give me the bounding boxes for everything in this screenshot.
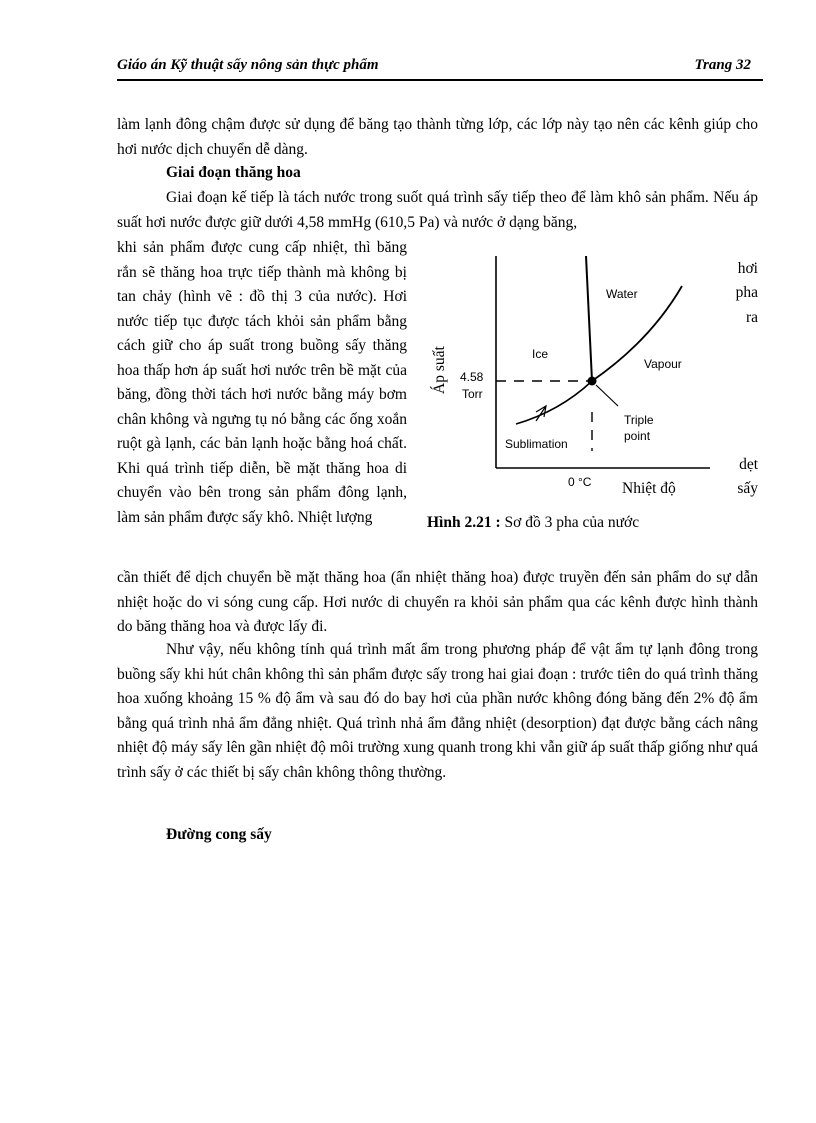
right-word-5: sấy xyxy=(737,480,758,497)
right-word-1: hơi xyxy=(737,260,758,277)
label-point: point xyxy=(624,429,651,443)
pressure-unit: Torr xyxy=(462,387,483,401)
section-heading-sublimation: Giai đoạn thăng hoa xyxy=(166,164,301,181)
page-number: Trang 32 xyxy=(694,57,751,73)
drying-stages-paragraph: Như vậy, nếu không tính quá trình mất ẩm trong phương pháp để vật ẩm tự lạnh đông trong buồng sấy khi hút chân không thì sản phẩm được sấy trong hai giai đoạn : trước tiên do quá trình thăng hoa xuống khoảng 15 % độ ẩm và sau đó do bay hơi của phần nước không đóng băng đến 2% độ ẩm bằng quá trình nhả ẩm đẳng nhiệt. Quá trình nhả ẩm đẳng nhiệt (desorption) đạt được bằng cách nâng nhiệt độ máy sấy lên gần nhiệt độ môi trường xung quanh trong khi vẫn giữ áp suất thấp giống như quá trình sấy ở các thiết bị sấy chân không thông thường. xyxy=(117,641,758,781)
phase-diagram xyxy=(420,246,720,496)
triple-point-pointer xyxy=(596,385,618,406)
pressure-value: 4.58 xyxy=(460,370,484,384)
sublimation-left-column: khi sản phẩm được cung cấp nhiệt, thì băng rắn sẽ thăng hoa trực tiếp thành mà không bị tan chảy (hình vẽ : đồ thị 3 của nước). Hơi nước tiếp tục được tách khỏi sản phẩm bằng cách giữ cho áp suất trong buồng sấy thăng hoa thấp hơn áp suất hơi nước trên bề mặt của băng, đồng thời tách hơi nước bằng máy bơm chân không và ngưng tụ nó bằng các ống xoắn ruột gà lạnh, các bản lạnh hoặc bằng hoá chất. Khi quá trình tiếp diễn, bề mặt thăng hoa di chuyển vào bên trong sản phẩm đông lạnh, làm sản phẩm được sấy khô. Nhiệt lượng xyxy=(117,239,407,526)
phase-diagram-figure xyxy=(420,246,720,496)
figure-caption-number: Hình 2.21 : xyxy=(427,514,501,531)
sublimation-paragraph-top: Giai đoạn kế tiếp là tách nước trong suốt quá trình sấy tiếp theo để làm khô sản phẩm. Nếu áp suất hơi nước được giữ dưới 4,58 mmHg (610,5 Pa) và nước ở dạng băng, xyxy=(117,189,758,231)
temperature-value: 0 °C xyxy=(568,475,592,489)
figure-caption xyxy=(427,514,639,532)
page-header xyxy=(117,55,763,81)
y-axis-label: Áp suất xyxy=(431,346,448,394)
label-triple: Triple xyxy=(624,413,654,427)
label-ice: Ice xyxy=(532,347,549,361)
document-title: Giáo án Kỹ thuật sấy nông sản thực phẩm xyxy=(117,57,379,73)
sublimation-curve xyxy=(516,381,592,424)
sublimation-paragraph-tail: cần thiết để dịch chuyển bề mặt thăng hoa (ẩn nhiệt thăng hoa) được truyền đến sản phẩm do sự dẫn nhiệt hoặc do vi sóng cung cấp. Hơi nước di chuyển ra khỏi sản phẩm qua các kênh được hình thành do băng thăng hoa và được lấy đi. xyxy=(117,569,758,635)
melting-curve xyxy=(586,256,592,381)
label-vapour: Vapour xyxy=(644,357,682,371)
right-word-2: pha xyxy=(735,284,758,301)
right-word-4: dẹt xyxy=(739,456,758,473)
label-sublimation: Sublimation xyxy=(505,437,568,451)
section-heading-drying-curve: Đường cong sấy xyxy=(166,826,272,843)
label-water: Water xyxy=(606,287,638,301)
figure-caption-text: Sơ đồ 3 pha của nước xyxy=(500,514,640,531)
intro-paragraph: làm lạnh đông chậm được sử dụng để băng tạo thành từng lớp, các lớp này tạo nên các kênh giúp cho hơi nước dịch chuyển dễ dàng. xyxy=(117,116,758,158)
x-axis-label: Nhiệt độ xyxy=(622,480,676,496)
right-word-3: ra xyxy=(745,309,758,326)
